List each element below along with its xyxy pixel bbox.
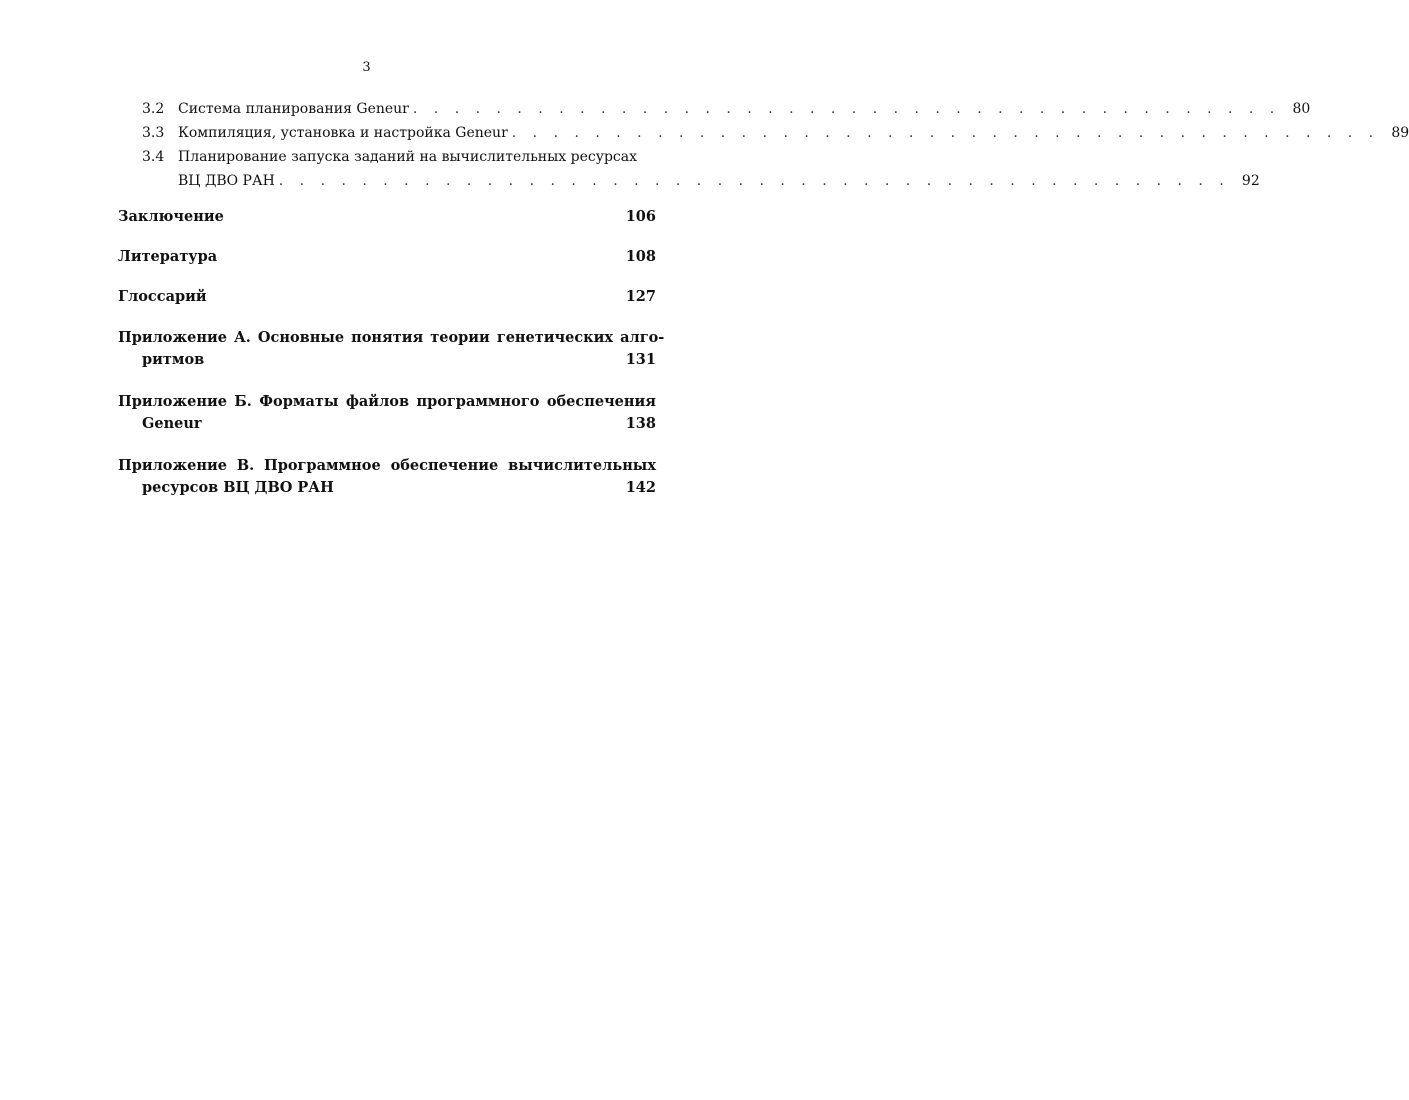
toc-entry-3-2 [118,97,1311,121]
appendix-title-line2: ресурсов ВЦ ДВО РАН [142,479,334,496]
toc-entry-3-4-continued [118,169,1260,193]
toc-entry-appendix-v [118,455,656,499]
page-number: 3 [362,60,371,75]
appendix-page: 138 [625,415,656,432]
toc-entry-appendix-a [118,327,665,371]
toc-entry-3-4 [118,145,656,169]
appendix-title-line1: Приложение А. Основные понятия теории генетических алго- [118,329,665,346]
toc-entry-3-3 [118,121,1409,145]
toc-entry-conclusion [118,207,656,227]
chapter-title: Литература [118,248,218,265]
section-page: 80 [1292,101,1311,117]
appendix-title-line2: ритмов [142,351,205,368]
appendix-title-line1: Приложение Б. Форматы файлов программного обеспечения [118,393,656,410]
toc-entry-literature [118,247,656,267]
appendix-title-line1: Приложение В. Программное обеспечение вычислительных [118,457,656,474]
section-number: 3.3 [142,125,165,141]
chapter-page: 127 [625,288,656,305]
leader-dots: . . . . . . . . . . . . . . . . . . . . . . . . . . . . . . . . . . . . . . . . . . [511,125,1380,141]
section-number: 3.2 [142,101,165,117]
table-of-contents [118,97,1409,499]
leader-dots: . . . . . . . . . . . . . . . . . . . . . . . . . . . . . . . . . . . . . . . . . . . . . . [278,173,1230,189]
chapter-title: Глоссарий [118,288,207,305]
appendix-page: 131 [625,351,656,368]
section-title-line2: ВЦ ДВО РАН [178,173,275,189]
section-title: Система планирования Geneur [178,101,409,117]
toc-entry-glossary [118,287,656,307]
section-title: Компиляция, установка и настройка Geneur [178,125,508,141]
appendix-page: 142 [625,479,656,496]
section-number: 3.4 [142,149,165,165]
appendix-title-line2: Geneur [142,415,202,432]
chapter-page: 108 [625,248,656,265]
section-title-line1: Планирование запуска заданий на вычислительных ресурсах [178,149,637,165]
section-page: 92 [1241,173,1260,189]
chapter-title: Заключение [118,208,224,225]
chapter-page: 106 [625,208,656,225]
toc-entry-appendix-b [118,391,656,435]
leader-dots: . . . . . . . . . . . . . . . . . . . . . . . . . . . . . . . . . . . . . . . . . . [412,101,1281,117]
section-page: 89 [1391,125,1409,141]
